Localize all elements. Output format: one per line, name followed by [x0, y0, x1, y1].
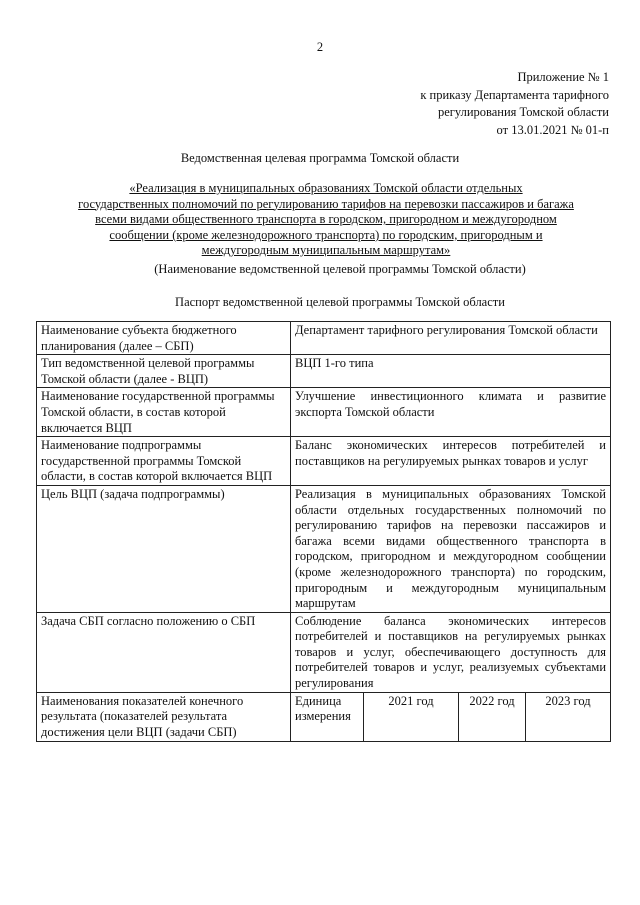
row-value-goal: Реализация в муниципальных образованиях Томской области отдельных государственных полномочий по регулированию тарифов на перевозки пассажиров и багажа всеми видами общественного транспорта в городском, пригородном и междугородном сообщении (кроме железнодорожного транспорта) по городским, пригородным и междугородным муниципальным маршрутам: [291, 485, 611, 612]
row-value-sbp: Департамент тарифного регулирования Томской области: [291, 322, 611, 355]
year-header-2022: 2022 год: [459, 692, 526, 741]
row-label-sbp: Наименование субъекта бюджетного планирования (далее – СБП): [37, 322, 291, 355]
appendix-line: Приложение № 1: [517, 70, 609, 84]
passport-table: [36, 321, 611, 742]
row-value-state-program: Улучшение инвестиционного климата и развитие экспорта Томской области: [291, 388, 611, 437]
row-label-indicators: Наименования показателей конечного результата (показателей результата достижения цели ВЦП (задачи СБП): [37, 692, 291, 741]
table-row: [37, 612, 611, 692]
passport-title: Паспорт ведомственной целевой программы Томской области: [175, 295, 505, 309]
program-name-caption: (Наименование ведомственной целевой программы Томской области): [154, 262, 526, 276]
row-label-subprogram: Наименование подпрограммы государственной программы Томской области, в состав которой включается ВЦП: [37, 437, 291, 486]
row-label-sbp-task: Задача СБП согласно положению о СБП: [37, 612, 291, 692]
row-value-subprogram: Баланс экономических интересов потребителей и поставщиков на регулируемых рынках товаров и услуг: [291, 437, 611, 486]
program-name-line: государственных полномочий по регулированию тарифов на перевозки пассажиров и багажа: [78, 196, 574, 211]
unit-header: Единица измерения: [291, 692, 364, 741]
program-name: [46, 181, 606, 259]
program-name-line: «Реализация в муниципальных образованиях Томской области отдельных: [129, 181, 523, 195]
program-name-line: сообщении (кроме железнодорожного транспорта) по городским, пригородным и: [109, 227, 543, 242]
row-label-state-program: Наименование государственной программы Томской области, в состав которой включается ВЦП: [37, 388, 291, 437]
appendix-block: [420, 69, 609, 139]
row-label-vcp-type: Тип ведомственной целевой программы Томской области (далее - ВЦП): [37, 355, 291, 388]
year-header-2023: 2023 год: [526, 692, 611, 741]
row-value-sbp-task: Соблюдение баланса экономических интересов потребителей и поставщиков на регулируемых рынках товаров и услуг, обеспечивающего доступность для потребителей товаров и услуг, реализуемых субъектами регулирования: [291, 612, 611, 692]
table-row: [37, 322, 611, 355]
program-name-line: междугородным муниципальным маршрутам»: [201, 243, 451, 258]
table-row: [37, 388, 611, 437]
appendix-line: регулирования Томской области: [437, 105, 609, 119]
table-row: [37, 692, 611, 741]
program-type-heading: Ведомственная целевая программа Томской области: [180, 151, 460, 165]
table-row: [37, 437, 611, 486]
row-value-vcp-type: ВЦП 1-го типа: [291, 355, 611, 388]
appendix-line: от 13.01.2021 № 01-п: [496, 122, 609, 137]
row-label-goal: Цель ВЦП (задача подпрограммы): [37, 485, 291, 612]
table-row: [37, 355, 611, 388]
program-name-line: всеми видами общественного транспорта в городском, пригородном и междугородном: [95, 212, 557, 227]
appendix-line: к приказу Департамента тарифного: [420, 87, 609, 102]
page-number: 2: [316, 40, 324, 54]
year-header-2021: 2021 год: [364, 692, 459, 741]
table-row: [37, 485, 611, 612]
